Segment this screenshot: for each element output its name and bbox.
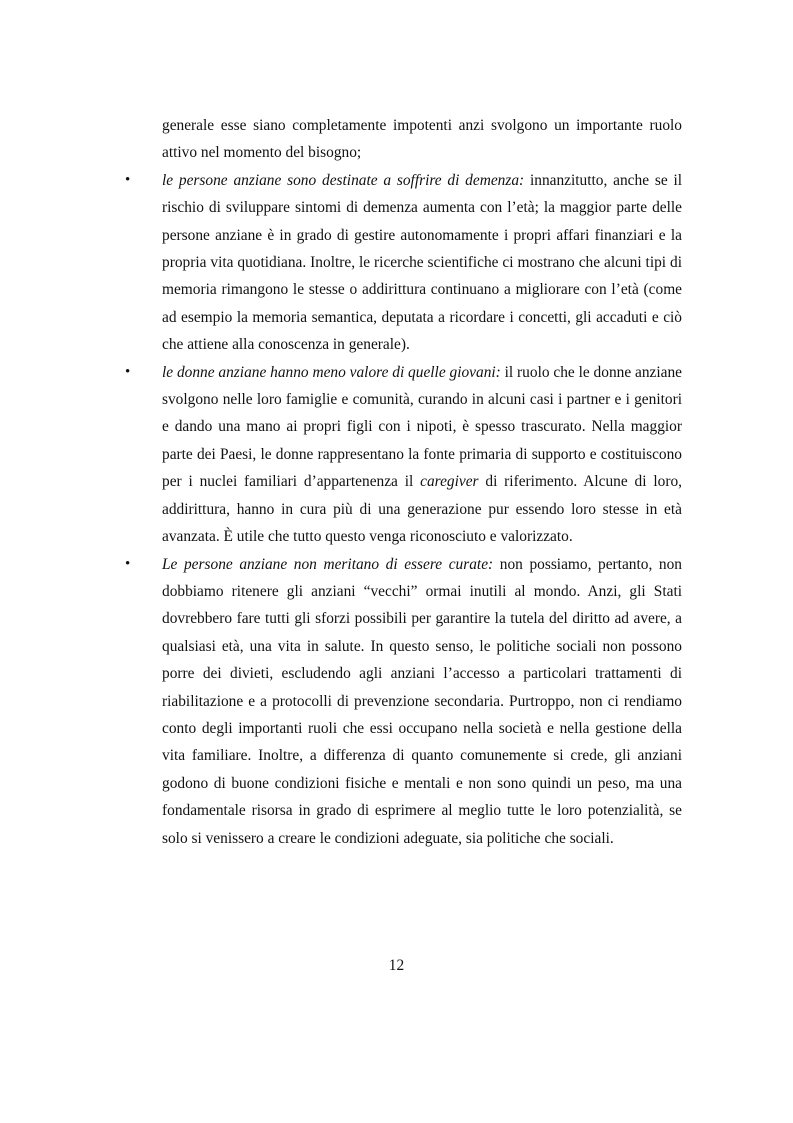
bullet-icon: • — [125, 363, 131, 380]
list-item-older-women — [125, 359, 683, 551]
list-item-heading: le donne anziane hanno meno valore di quelle giovani: — [162, 363, 501, 381]
list-item-heading: le persone anziane sono destinate a soffrire di demenza: — [162, 171, 525, 189]
page-number: 12 — [388, 957, 405, 974]
body-text — [125, 112, 683, 852]
list-item-heading: Le persone anziane non meritano di essere curate: — [162, 555, 494, 573]
list-item-dementia — [125, 167, 683, 359]
list-item-body: innanzitutto, anche se il rischio di sviluppare sintomi di demenza aumenta con l’età; la maggior parte delle persone anziane è in grado di gestire autonomamente i propri affari finanziari e la propria vita quotidiana. Inoltre, le ricerche scientifiche ci mostrano che alcuni tipi di memoria rimangono le stesse o addirittura continuano a migliorare con l’età (come ad esempio la memoria semantica, deputata a ricordare i concetti, gli accaduti e ciò che attiene alla conoscenza in generale). — [162, 171, 683, 354]
bullet-icon: • — [125, 171, 131, 188]
list-item-body: il ruolo che le donne anziane svolgono nelle loro famiglie e comunità, curando in alcuni casi i partner e i genitori e dando una mano ai propri figli con i nipoti, è spesso trascurato. Nella maggior parte dei Paesi, le donne rappresentano la fonte primaria di supporto e costituiscono per i nuclei familiari d’appartenenza il — [162, 363, 683, 491]
list-item-body: non possiamo, pertanto, non dobbiamo ritenere gli anziani “vecchi” ormai inutili al mondo. Anzi, gli Stati dovrebbero fare tutti gli sforzi possibili per garantire la tutela del diritto ad avere, a qualsiasi età, una vita in salute. In questo senso, le politiche sociali non possono porre dei divieti, escludendo agli anziani l’accesso a particolari trattamenti di riabilitazione e a protocolli di prevenzione secondaria. Purtroppo, non ci rendiamo conto degli importanti ruoli che essi occupano nella società e nella gestione della vita familiare. Inoltre, a differenza di quanto comunemente si crede, gli anziani godono di buone condizioni fisiche e mentali e non sono quindi un peso, ma una fondamentale risorsa in grado di esprimere al meglio tutte le loro potenzialità, se solo si venissero a creare le condizioni adeguate, sia politiche che sociali. — [162, 555, 682, 847]
list-item-body-end: di riferimento. Alcune di loro, addirittura, hanno in cura più di una generazione pur essendo loro stesse in età avanzata. È utile che tutto questo venga riconosciuto e valorizzato. — [162, 473, 682, 546]
list-item-emphasis: caregiver — [420, 473, 479, 491]
bullet-icon: • — [125, 555, 131, 572]
continuation-paragraph: generale esse siano completamente impotenti anzi svolgono un importante ruolo attivo nel momento del bisogno; — [162, 117, 682, 162]
list-item-care — [125, 551, 682, 852]
